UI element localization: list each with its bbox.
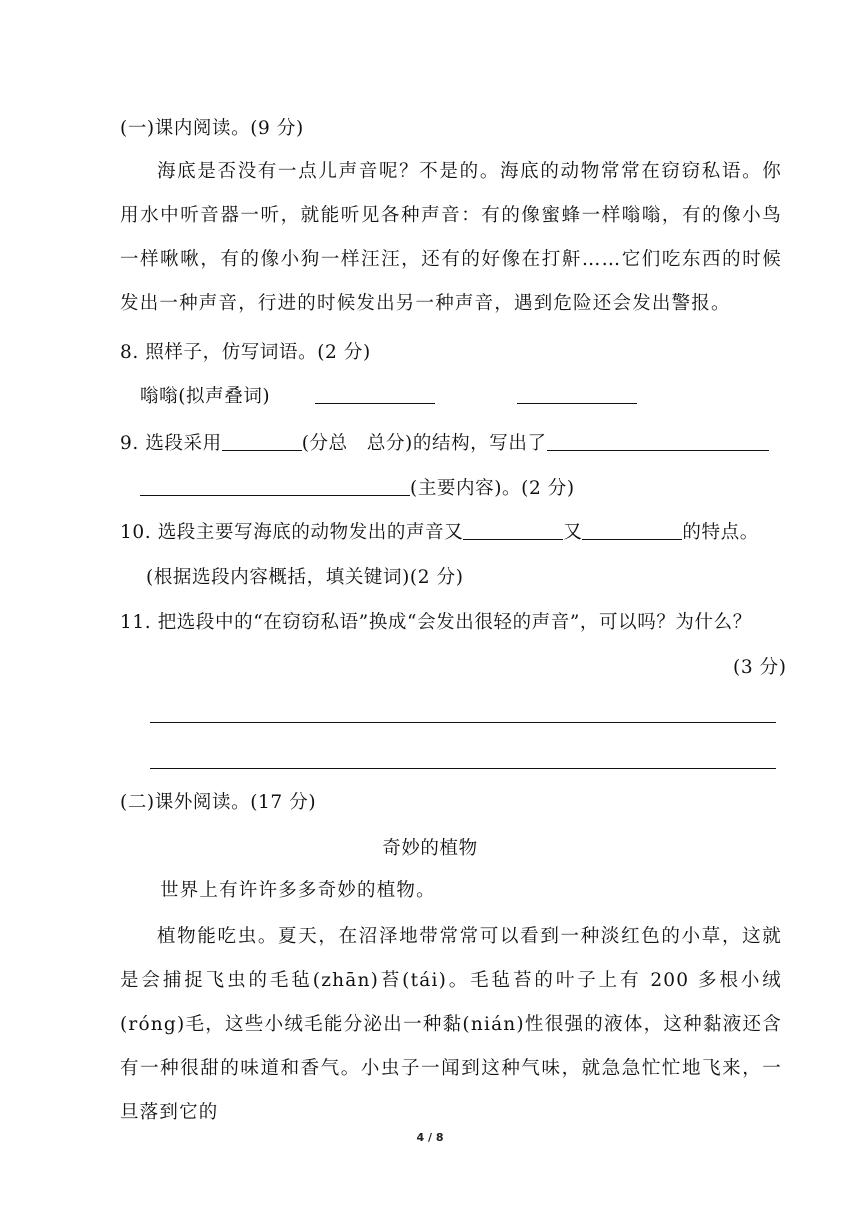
q9-blank-2[interactable] <box>547 432 769 451</box>
page-number: 4 / 8 <box>416 1131 444 1144</box>
q10-text-2: 又 <box>563 522 583 543</box>
q9-blank-3[interactable] <box>140 477 410 496</box>
answer-line-1[interactable] <box>150 722 776 723</box>
section2-heading: (二)课外阅读。(17 分) <box>120 792 317 813</box>
q10-text-3: 的特点。 <box>682 522 759 543</box>
q8-blank-2[interactable] <box>517 385 637 404</box>
section1-heading: (一)课内阅读。(9 分) <box>120 118 304 139</box>
q10-blank-1[interactable] <box>463 521 563 540</box>
q8-stem: 8. 照样子，仿写词语。(2 分) <box>120 342 371 363</box>
q11-score: (3 分) <box>733 657 787 678</box>
q9-line1 <box>120 432 769 456</box>
q10-text-1: 10. 选段主要写海底的动物发出的声音又 <box>120 522 464 543</box>
q10-line1 <box>120 521 759 545</box>
section1-passage: 海底是否没有一点儿声音呢？不是的。海底的动物常常在窃窃私语。你用水中听音器一听，就能听见各种声音：有的像蜜蜂一样嗡嗡，有的像小鸟一样啾啾，有的像小狗一样汪汪，还有的好像在打鼾……它们吃东西的时候发出一种声音，行进的时候发出另一种声音，遇到危险还会发出警报。 <box>120 161 782 314</box>
article-passage: 植物能吃虫。夏天，在沼泽地带常常可以看到一种淡红色的小草，这就是会捕捉飞虫的毛毡(zhān)苔(tái)。毛毡苔的叶子上有 200 多根小绒(róng)毛，这些小绒毛能分泌出一种黏(nián)性很强的液体，这种黏液还含有一种很甜的味道和香气。小虫子一闻到这种气味，就急急忙忙地飞来，一旦落到它的 <box>120 926 782 1123</box>
article-title: 奇妙的植物 <box>382 838 478 859</box>
q9-text-1: 9. 选段采用 <box>120 433 222 454</box>
q11-stem: 11. 把选段中的“在窃窃私语”换成“会发出很轻的声音”，可以吗？为什么？ <box>120 612 752 633</box>
q9-text-2: (分总 总分)的结构，写出了 <box>301 433 547 454</box>
q8-blank-1[interactable] <box>315 385 435 404</box>
q10-blank-2[interactable] <box>582 521 682 540</box>
q9-blank-1[interactable] <box>222 432 302 451</box>
answer-line-2[interactable] <box>150 768 776 769</box>
article-intro: 世界上有许许多多奇妙的植物。 <box>160 880 436 901</box>
q9-text-3: (主要内容)。(2 分) <box>410 478 575 499</box>
q8-example: 嗡嗡(拟声叠词) <box>140 386 271 407</box>
q9-line2 <box>140 477 575 501</box>
q10-note: (根据选段内容概括，填关键词)(2 分) <box>146 567 464 588</box>
